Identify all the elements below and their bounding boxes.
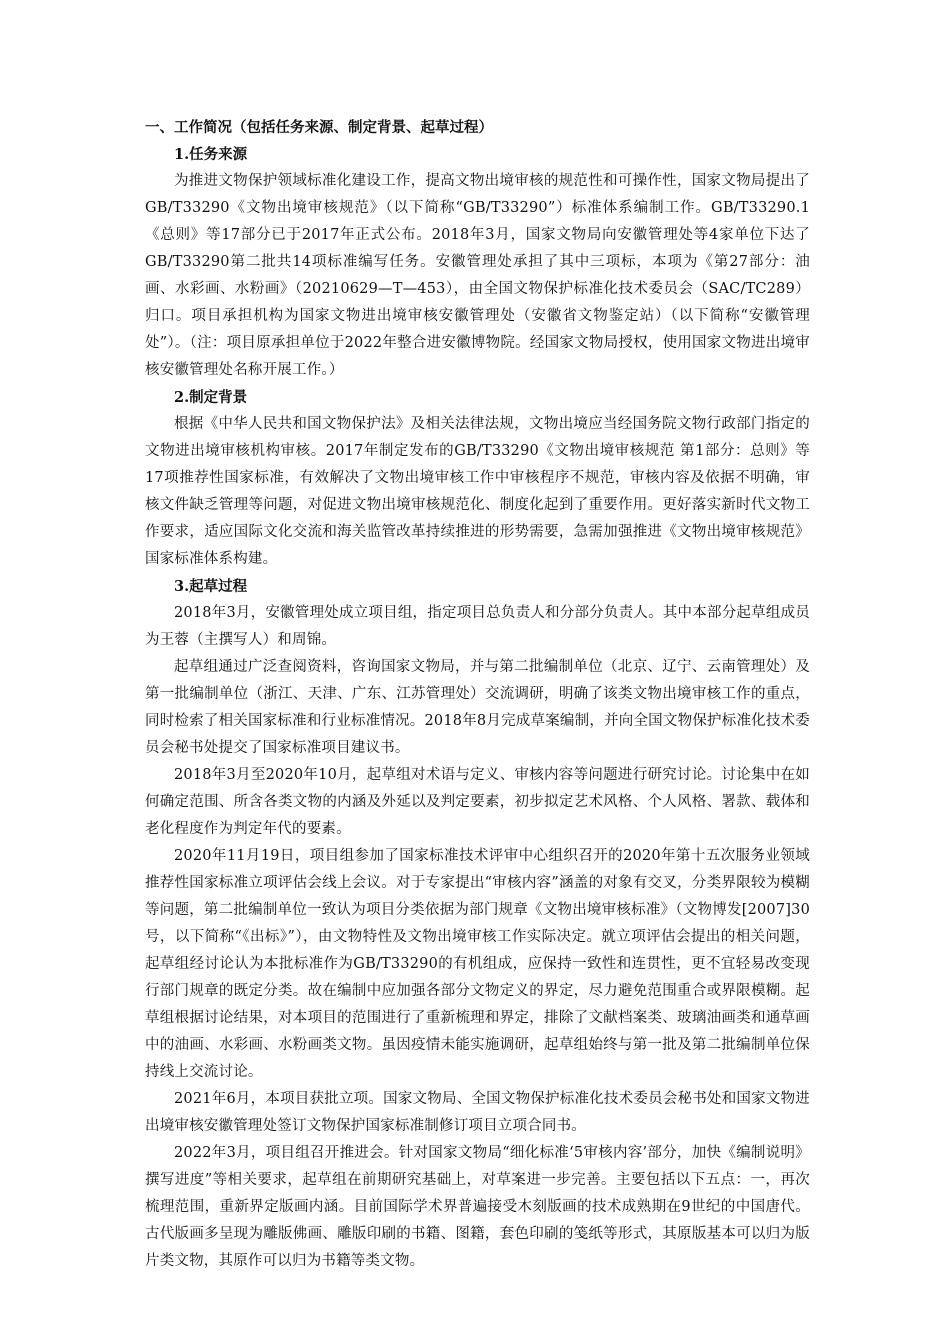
paragraph: 根据《中华人民共和国文物保护法》及相关法律法规，文物出境应当经国务院文物行政部门指定的文物进出境审核机构审核。2017年制定发布的GB/T33290《文物出境审核规范 第1部分：总则》等17项推荐性国家标准，有效解决了文物出境审核工作中审核程序不规范，审核内容及依据不明确，审核文件缺乏管理等问题，对促进文物出境审核规范化、制度化起到了重要作用。更好落实新时代文物工作要求，适应国际文化交流和海关监管改革持续推进的形势需要，急需加强推进《文物出境审核规范》国家标准体系构建。 (145, 416, 810, 567)
section-title: 一、工作简况（包括任务来源、制定背景、起草过程） (145, 119, 493, 136)
paragraph: 2018年3月至2020年10月，起草组对术语与定义、审核内容等问题进行研究讨论。讨论集中在如何确定范围、所含各类文物的内涵及外延以及判定要素，初步拟定艺术风格、个人风格、署款、载体和老化程度作为判定年代的要素。 (145, 767, 810, 837)
paragraph: 2020年11月19日，项目组参加了国家标准技术评审中心组织召开的2020年第十五次服务业领域推荐性国家标准立项评估会线上会议。对于专家提出“审核内容”涵盖的对象有交叉，分类界限较为模糊等问题，第二批编制单位一致认为项目分类依据为部门规章《文物出境审核标准》（文物博发[2007]30号，以下简称“《出标》”），由文物特性及文物出境审核工作实际决定。就立项评估会提出的相关问题，起草组经讨论认为本批标准作为GB/T33290的有机组成，应保持一致性和连贯性，更不宜轻易改变现行部门规章的既定分类。故在编制中应加强各部分文物定义的界定，尽力避免范围重合或界限模糊。起草组根据讨论结果，对本项目的范围进行了重新梳理和界定，排除了文献档案类、玻璃油画类和通草画中的油画、水彩画、水粉画类文物。虽因疫情未能实施调研，起草组始终与第一批及第二批编制单位保持线上交流讨论。 (145, 848, 810, 1080)
paragraph: 起草组通过广泛查阅资料，咨询国家文物局，并与第二批编制单位（北京、辽宁、云南管理处）及第一批编制单位（浙江、天津、广东、江苏管理处）交流调研，明确了该类文物出境审核工作的重点，同时检索了相关国家标准和行业标准情况。2018年8月完成草案编制，并向全国文物保护标准化技术委员会秘书处提交了国家标准项目建议书。 (145, 659, 810, 756)
heading-drafting-process: 3.起草过程 (174, 578, 248, 595)
document-page (145, 114, 810, 1275)
heading-background: 2.制定背景 (174, 389, 248, 406)
paragraph: 2018年3月，安徽管理处成立项目组，指定项目总负责人和分部分负责人。其中本部分起草组成员为王蓉（主撰写人）和周锦。 (145, 605, 810, 648)
paragraph: 为推进文物保护领域标准化建设工作，提高文物出境审核的规范性和可操作性，国家文物局提出了GB/T33290《文物出境审核规范》（以下简称“GB/T33290”）标准体系编制工作。GB/T33290.1《总则》等17部分已于2017年正式公布。2018年3月，国家文物局向安徽管理处等4家单位下达了GB/T33290第二批共14项标准编写任务。安徽管理处承担了其中三项标，本项为《第27部分：油画、水彩画、水粉画》（20210629—T—453），由全国文物保护标准化技术委员会（SAC/TC289）归口。项目承担机构为国家文物进出境审核安徽管理处（安徽省文物鉴定站）（以下简称“安徽管理处”）。（注：项目原承担单位于2022年整合进安徽博物院。经国家文物局授权，使用国家文物进出境审核安徽管理处名称开展工作。） (145, 173, 810, 378)
paragraph: 2021年6月，本项目获批立项。国家文物局、全国文物保护标准化技术委员会秘书处和国家文物进出境审核安徽管理处签订文物保护国家标准制修订项目立项合同书。 (145, 1091, 810, 1134)
paragraph: 2022年3月，项目组召开推进会。针对国家文物局“细化标准‘5审核内容’部分，加快《编制说明》撰写进度”等相关要求，起草组在前期研究基础上，对草案进一步完善。主要包括以下五点：一，再次梳理范围，重新界定版画内涵。目前国际学术界普遍接受木刻版画的技术成熟期在9世纪的中国唐代。古代版画多呈现为雕版佛画、雕版印刷的书籍、图籍，套色印刷的笺纸等形式，其原版基本可以归为版片类文物，其原作可以归为书籍等类文物。 (145, 1145, 810, 1269)
heading-task-source: 1.任务来源 (174, 146, 248, 163)
